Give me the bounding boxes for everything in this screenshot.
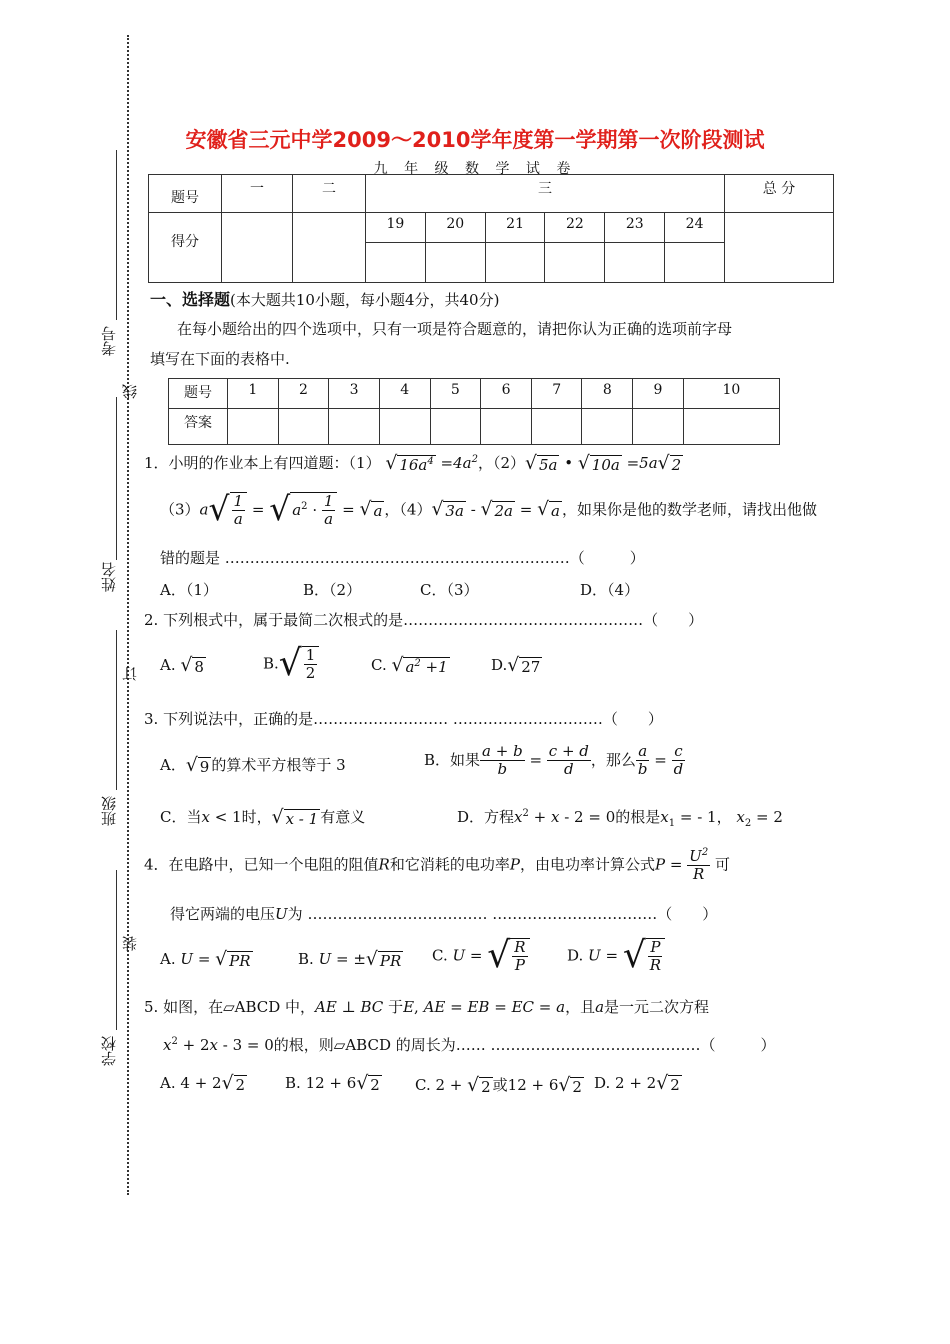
q1-opt-c: C．（3） — [420, 581, 479, 599]
q1-opt-b: B．（2） — [303, 581, 362, 599]
q1-part3: （3） — [160, 500, 200, 519]
q1-line1: 1．小明的作业本上有四道题：（1） √ $16a^4$ $=4a^2$，（2） √ 5a • √ 10a =5a √ 2 — [144, 452, 682, 474]
score-h-3: 三 — [366, 175, 725, 213]
q5-opt-a: A. 4 + 2 √ 2 — [160, 1072, 246, 1094]
q5-a-label: A. — [160, 1074, 176, 1092]
q4-stem-a: 4．在电路中，已知一个电阻的阻值 — [144, 855, 379, 874]
q5-line2: $x^2 + 2x - 3 = 0$的根，则▱ABCD 的周长为…… ……………………………………（ ） — [163, 1036, 776, 1054]
banji-line — [116, 630, 117, 790]
q3-opt-b: B．如果 $\frac{a + b}{b}$ = $\frac{c + d}{d}$ ，那么 $\frac{a}{b}$ = $\frac{c}{d}$ — [424, 742, 684, 779]
xian-label: 线 — [121, 384, 139, 399]
q3-opt-d: D．方程$x^2 + x - 2 = 0$的根是$x_1$ = - 1， $x_2 = 2$ — [457, 808, 783, 829]
math-expr: √ $a^2$ · $\frac{1}{a}$ — [269, 492, 337, 529]
answer-cell[interactable] — [329, 409, 380, 445]
q4-d-label: D. — [567, 946, 584, 965]
q1-tail: ，如果你是他的数学老师，请找出他做 — [562, 500, 818, 519]
answer-cell[interactable] — [481, 409, 532, 445]
q4-line2-tail: 为 ……………………………… ……………………………（ ） — [287, 905, 718, 923]
xingming-label: 姓名 — [100, 562, 118, 592]
q5-stem-c: 于 — [388, 998, 404, 1016]
answer-h-daan: 答案 — [169, 409, 228, 445]
q2-opt-a: A. √ 8 — [160, 654, 204, 676]
score-num: 21 — [485, 213, 545, 243]
q3-b-mid: ，那么 — [590, 750, 636, 769]
score-num: 19 — [366, 213, 426, 243]
q5-opt-c: C. 2 + √ 2 或12 + 6 √ 2 — [415, 1074, 582, 1096]
q3-c-mid: 时， — [241, 808, 272, 826]
q3-opt-c: C．当x < 1时， √ x - 1 有意义 — [160, 806, 366, 828]
math-expr: √ 3a — [431, 498, 464, 520]
answer-cell[interactable] — [228, 409, 279, 445]
answer-num: 9 — [633, 379, 684, 409]
score-h-total: 总 分 — [725, 175, 834, 213]
q2-c-label: C. — [371, 656, 387, 674]
q4-stem-d: 可 — [714, 855, 730, 874]
answer-num: 8 — [582, 379, 633, 409]
score-h-2: 二 — [293, 175, 366, 213]
score-cell[interactable] — [366, 243, 426, 283]
answer-num: 6 — [481, 379, 532, 409]
q5-line2-a: 的根，则 — [273, 1036, 334, 1054]
q4-stem-b: 和它消耗的电功率 — [389, 855, 510, 874]
q4-stem-c: ，由电功率计算公式 — [519, 855, 655, 874]
q2-opt-d: D. √ 27 — [491, 654, 541, 676]
ding-label: 订 — [121, 666, 139, 681]
answer-cell[interactable] — [430, 409, 481, 445]
answer-num: 1 — [228, 379, 279, 409]
score-cell-1[interactable] — [222, 213, 293, 283]
answer-num: 3 — [329, 379, 380, 409]
answer-num: 2 — [278, 379, 329, 409]
q1-part4: ，（4） — [384, 500, 432, 519]
q2-opt-c: C. √ $a^2 +1$ — [371, 654, 448, 676]
q5-d-label: D. — [594, 1074, 611, 1092]
score-cell[interactable] — [605, 243, 665, 283]
q3-b-label: B．如果 — [424, 750, 481, 769]
answer-cell[interactable] — [633, 409, 684, 445]
q2-a-label: A. — [160, 656, 176, 674]
q5-c-label: C. — [415, 1076, 431, 1094]
answer-num: 4 — [379, 379, 430, 409]
q4-line2-text: 得它两端的电压 — [170, 905, 276, 923]
q3-stem: 3. 下列说法中，正确的是……………………… …………………………（ ） — [144, 710, 663, 728]
q3-opt-a: A． √ 9 的算术平方根等于 3 — [160, 754, 346, 776]
q4-opt-a: A. U = √ PR — [160, 948, 251, 970]
score-num: 23 — [605, 213, 665, 243]
q5-stem-d: ，且 — [565, 998, 596, 1016]
math-expr: √ 5a — [525, 452, 558, 474]
math-expr: √ 2a — [480, 498, 513, 520]
answer-num: 7 — [531, 379, 582, 409]
q2-b-label: B. — [263, 654, 279, 673]
q5-stem-a: 5. 如图，在 — [144, 998, 224, 1016]
answer-table — [168, 378, 780, 445]
binding-dotted-line — [127, 35, 129, 1195]
score-num: 20 — [425, 213, 485, 243]
q3-d-tail: 的根是 — [615, 808, 661, 826]
section1-heading — [150, 287, 499, 310]
answer-h-tihao: 题号 — [169, 379, 228, 409]
q1-opt-d: D．（4） — [580, 581, 640, 599]
answer-cell[interactable] — [582, 409, 633, 445]
answer-num: 5 — [430, 379, 481, 409]
xuexiao-line — [116, 870, 117, 1030]
q1-part2: ，（2） — [477, 454, 525, 472]
score-num: 22 — [545, 213, 605, 243]
answer-cell[interactable] — [683, 409, 779, 445]
math-expr: √ $16a^4$ — [385, 452, 434, 474]
score-cell[interactable] — [545, 243, 605, 283]
q4-opt-d: D. U = √ $\frac{P}{R}$ — [567, 938, 665, 975]
kaohao-label: 考号 — [100, 326, 118, 356]
q3-c-tail: 有意义 — [320, 808, 366, 826]
q5-line2-b: ABCD 的周长为…… ……………………………………（ ） — [345, 1036, 776, 1054]
section1-instruction1: 在每小题给出的四个选项中，只有一项是符合题意的，请把你认为正确的选项前字母 — [177, 320, 733, 338]
answer-num: 10 — [683, 379, 779, 409]
q2-d-label: D. — [491, 656, 508, 674]
score-cell[interactable] — [665, 243, 725, 283]
q4-c-label: C. — [432, 946, 448, 965]
q5-stem-b: ABCD 中， — [234, 998, 316, 1016]
q2-opt-b: B. √ $\frac{1}{2}$ — [263, 646, 319, 683]
q4-b-label: B. — [298, 950, 314, 968]
answer-cell[interactable] — [278, 409, 329, 445]
q5-b-label: B. — [285, 1074, 301, 1092]
score-h-tihao: 题号 — [149, 175, 222, 213]
q1-stem: 1．小明的作业本上有四道题：（1） — [144, 454, 381, 472]
math-expr: √ 2 — [657, 452, 682, 474]
math-expr: √ a — [537, 498, 560, 520]
q2-stem: 2. 下列根式中，属于最简二次根式的是…………………………………………（ ） — [144, 611, 704, 629]
score-table — [148, 174, 834, 283]
q5-stem-e: 是一元二次方程 — [604, 998, 710, 1016]
math-expr: √ a — [359, 498, 383, 520]
section1-note: (本大题共10小题，每小题4分，共40分) — [230, 291, 500, 309]
score-cell-total[interactable] — [725, 213, 834, 283]
section1-title: 一、选择题 — [150, 290, 231, 309]
q4-line1: 4．在电路中，已知一个电阻的阻值R和它消耗的电功率P，由电功率计算公式P = $\frac{U^2}{R}$ 可 — [144, 847, 730, 884]
q3-d-label: D．方程 — [457, 808, 515, 826]
q5-opt-b: B. 12 + 6 √ 2 — [285, 1072, 380, 1094]
exam-subtitle: 九 年 级 数 学 试 卷 — [373, 161, 577, 177]
answer-cell[interactable] — [379, 409, 430, 445]
q4-opt-c: C. U = √ $\frac{R}{P}$ — [432, 938, 530, 975]
score-cell[interactable] — [485, 243, 545, 283]
q4-a-label: A. — [160, 950, 176, 968]
xuexiao-label: 学校 — [100, 1036, 118, 1066]
math-expr: √ $\frac{1}{a}$ — [209, 492, 248, 529]
banji-label: 班级 — [100, 796, 118, 826]
q4-opt-b: B. U = ± √ PR — [298, 948, 402, 970]
q4-line2: 得它两端的电压U为 ……………………………… ……………………………（ ） — [170, 905, 718, 923]
q1-line2: （3）a √ $\frac{1}{a}$ = √ $a^2$ · $\frac{1}{a}$ = √ a ，（4） √ 3a - √ 2a = √ a ，如果你是他的数学老师，请找出他做 — [160, 489, 818, 529]
q1-opt-a: A．（1） — [160, 581, 218, 599]
zhuang-label: 装 — [121, 936, 139, 951]
exam-title: 安徽省三元中学2009～2010学年度第一学期第一次阶段测试 — [185, 128, 765, 152]
answer-cell[interactable] — [531, 409, 582, 445]
q3-a-text: 的算术平方根等于 3 — [211, 756, 346, 774]
score-cell-2[interactable] — [293, 213, 366, 283]
q1-line3: 错的题是 ……………………………………………………………（ ） — [160, 549, 645, 567]
score-h-1: 一 — [222, 175, 293, 213]
xingming-line — [116, 397, 117, 560]
q3-a-label: A． — [160, 756, 186, 774]
q5-opt-d: D. 2 + 2 √ 2 — [594, 1072, 680, 1094]
score-r-defen: 得分 — [149, 213, 222, 283]
score-cell[interactable] — [425, 243, 485, 283]
q5-or: 或 — [492, 1076, 508, 1094]
section1-instruction2: 填写在下面的表格中. — [150, 350, 290, 368]
q3-c-label: C．当 — [160, 808, 202, 826]
q5-line1: 5. 如图，在▱ABCD 中，AE ⊥ BC 于E, AE = EB = EC = a，且a是一元二次方程 — [144, 998, 710, 1016]
math-expr: √ 10a — [577, 452, 620, 474]
score-num: 24 — [665, 213, 725, 243]
